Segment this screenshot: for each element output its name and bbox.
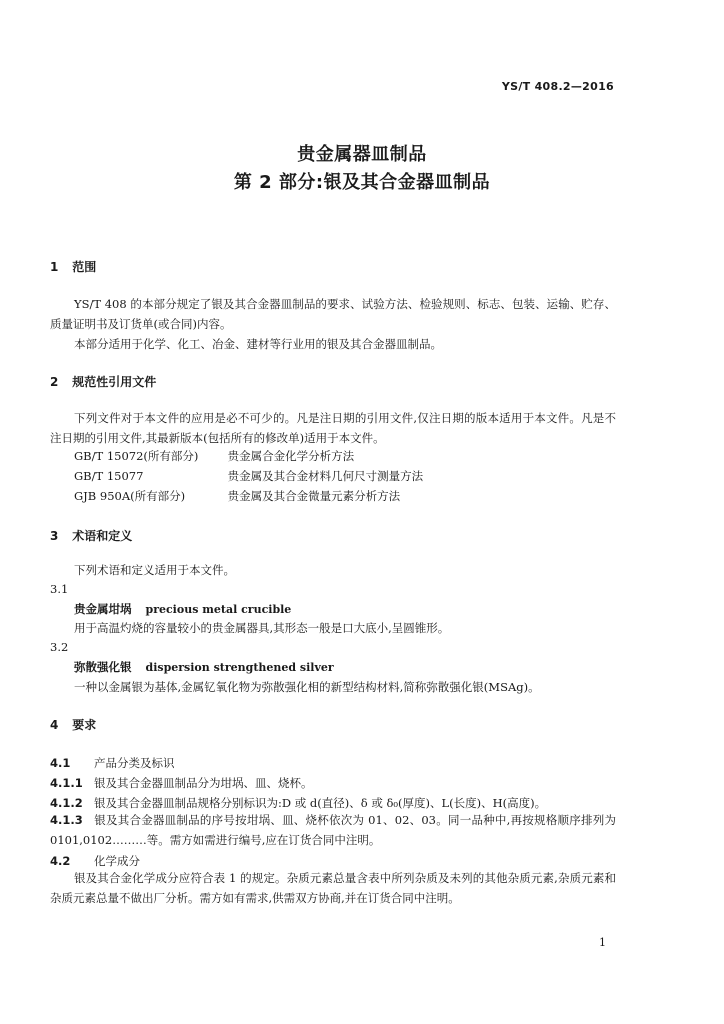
- reference-title: 贵金属合金化学分析方法: [227, 449, 355, 463]
- clause-4-1-1: [50, 775, 313, 791]
- section-title: 术语和定义: [72, 529, 133, 543]
- reference-title: 贵金属及其合金微量元素分析方法: [227, 489, 401, 503]
- term-definition: 用于高温灼烧的容量较小的贵金属器具,其形态一般是口大底小,呈圆锥形。: [74, 621, 450, 635]
- clause-text: 银及其合金器皿制品的序号按坩埚、皿、烧杯依次为 01、02、03。同一品种中,再按规格顺序排列为 0101,0102………等。需方如需进行编号,应在订货合同中注明。: [50, 813, 616, 847]
- reference-item: [74, 448, 354, 464]
- term-english: precious metal crucible: [145, 603, 292, 616]
- section-number: 3: [50, 529, 59, 543]
- clause-4-2: [50, 853, 140, 869]
- paragraph: 本部分适用于化学、化工、冶金、建材等行业用的银及其合金器皿制品。: [74, 337, 442, 351]
- section-title: 要求: [72, 718, 97, 732]
- term-chinese: 弥散强化银: [74, 660, 132, 674]
- clause-text: 产品分类及标识: [94, 756, 175, 770]
- section-heading-3: [50, 527, 132, 544]
- clause-4-1-2: [50, 795, 546, 811]
- paragraph: 银及其合金化学成分应符合表 1 的规定。杂质元素总量含表中所列杂质及未列的其他杂质元素,杂质元素和杂质元素总量不做出厂分析。需方如有需求,供需双方协商,并在订货合同中注明。: [50, 871, 616, 905]
- reference-item: [74, 468, 423, 484]
- term-definition: 一种以金属银为基体,金属钇氧化物为弥散强化相的新型结构材料,简称弥散强化银(MSAg)。: [74, 680, 540, 694]
- title-line-2: 第 2 部分:银及其合金器皿制品: [233, 172, 491, 193]
- paragraph: YS/T 408 的本部分规定了银及其合金器皿制品的要求、试验方法、检验规则、标志、包装、运输、贮存、质量证明书及订货单(或合同)内容。: [50, 297, 616, 331]
- paragraph: 下列术语和定义适用于本文件。: [74, 563, 235, 577]
- clause-number: 4.2: [50, 854, 71, 868]
- section-title: 范围: [72, 260, 97, 274]
- clause-number: 4.1.1: [50, 776, 83, 790]
- standard-code: YS/T 408.2—2016: [501, 80, 614, 93]
- section-number: 1: [50, 260, 59, 274]
- section-heading-2: [50, 373, 156, 390]
- term-chinese: 贵金属坩埚: [74, 602, 132, 616]
- title-line-1: 贵金属器皿制品: [297, 144, 427, 165]
- reference-title: 贵金属及其合金材料几何尺寸测量方法: [227, 469, 424, 483]
- clause-4-1-3: [50, 810, 616, 850]
- term-number: 3.1: [50, 582, 69, 596]
- reference-code: GB/T 15072(所有部分): [74, 449, 199, 463]
- term-number: 3.2: [50, 640, 69, 654]
- section-number: 2: [50, 375, 59, 389]
- term-english: dispersion strengthened silver: [145, 661, 334, 674]
- clause-number: 4.1: [50, 756, 71, 770]
- term-entry: [74, 659, 334, 675]
- section-heading-1: [50, 258, 96, 275]
- clause-number: 4.1.2: [50, 796, 83, 810]
- clause-text: 银及其合金器皿制品分为坩埚、皿、烧杯。: [94, 776, 313, 790]
- page-number: 1: [599, 936, 606, 949]
- reference-code: GB/T 15077: [74, 469, 144, 483]
- term-entry: [74, 601, 291, 617]
- section-title: 规范性引用文件: [72, 375, 157, 389]
- clause-number: 4.1.3: [50, 813, 83, 827]
- clause-4-1: [50, 755, 175, 771]
- clause-text: 银及其合金器皿制品规格分别标识为:D 或 d(直径)、δ 或 δ₀(厚度)、L(长度)、H(高度)。: [94, 796, 547, 810]
- section-number: 4: [50, 718, 59, 732]
- document-title: [0, 141, 724, 197]
- paragraph: 下列文件对于本文件的应用是必不可少的。凡是注日期的引用文件,仅注日期的版本适用于本文件。凡是不注日期的引用文件,其最新版本(包括所有的修改单)适用于本文件。: [50, 411, 616, 445]
- clause-text: 化学成分: [94, 854, 140, 868]
- section-heading-4: [50, 716, 96, 733]
- reference-code: GJB 950A(所有部分): [74, 489, 186, 503]
- reference-item: [74, 488, 400, 504]
